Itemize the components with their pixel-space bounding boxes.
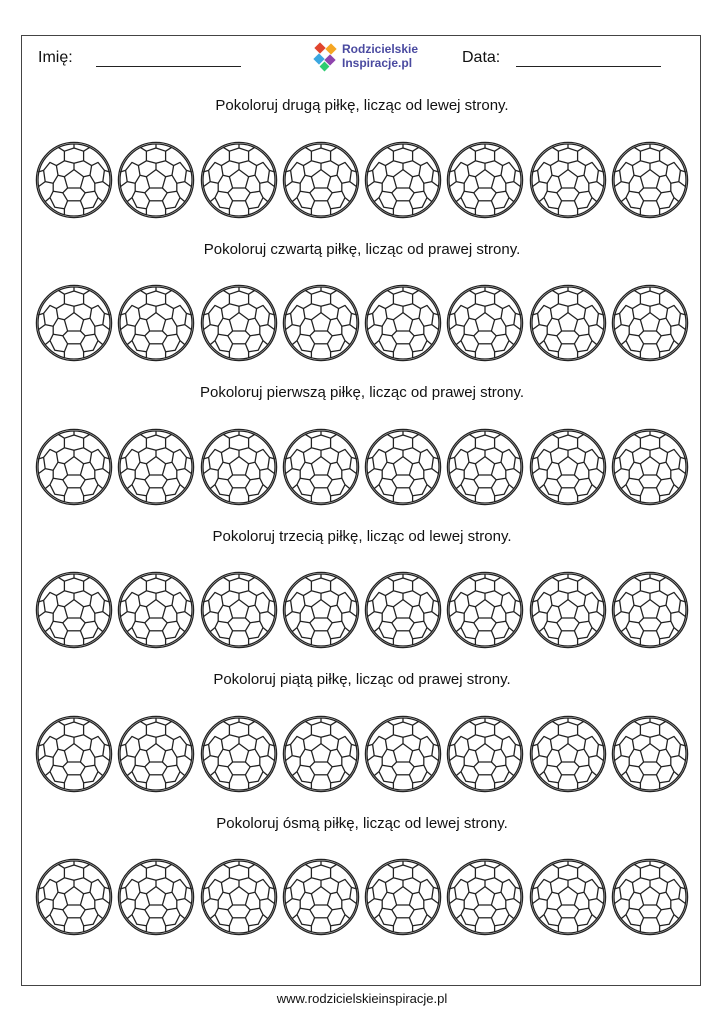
soccer-ball-icon[interactable] — [363, 140, 443, 220]
soccer-ball-icon[interactable] — [363, 427, 443, 507]
soccer-ball-icon[interactable] — [116, 714, 196, 794]
soccer-ball-icon[interactable] — [281, 714, 361, 794]
soccer-ball-icon[interactable] — [445, 570, 525, 650]
soccer-ball-icon[interactable] — [363, 570, 443, 650]
soccer-ball-icon[interactable] — [363, 857, 443, 937]
instruction-text: Pokoloruj drugą piłkę, licząc od lewej strony. — [215, 97, 509, 114]
logo-text-line2: Inspiracje.pl — [342, 56, 413, 70]
instruction-text: Pokoloruj piątą piłkę, licząc od prawej strony. — [213, 671, 511, 688]
soccer-ball-icon[interactable] — [199, 427, 279, 507]
ball-row — [34, 712, 690, 796]
soccer-ball-icon[interactable] — [281, 570, 361, 650]
date-line — [516, 66, 661, 67]
instruction-text: Pokoloruj trzecią piłkę, licząc od lewej strony. — [212, 528, 512, 545]
logo-text-line1: Rodzicielskie — [342, 42, 419, 56]
soccer-ball-icon[interactable] — [34, 570, 114, 650]
soccer-ball-icon[interactable] — [445, 283, 525, 363]
soccer-ball-icon[interactable] — [281, 283, 361, 363]
soccer-ball-icon[interactable] — [528, 283, 608, 363]
instruction-text: Pokoloruj czwartą piłkę, licząc od prawej strony. — [203, 241, 521, 258]
soccer-ball-icon[interactable] — [610, 857, 690, 937]
soccer-ball-icon[interactable] — [281, 140, 361, 220]
ball-row — [34, 568, 690, 652]
soccer-ball-icon[interactable] — [610, 427, 690, 507]
logo — [312, 40, 422, 74]
soccer-ball-icon[interactable] — [199, 283, 279, 363]
soccer-ball-icon[interactable] — [528, 570, 608, 650]
soccer-ball-icon[interactable] — [610, 714, 690, 794]
soccer-ball-icon[interactable] — [528, 714, 608, 794]
soccer-ball-icon[interactable] — [34, 857, 114, 937]
soccer-ball-icon[interactable] — [34, 714, 114, 794]
soccer-ball-icon[interactable] — [610, 283, 690, 363]
soccer-ball-icon[interactable] — [281, 427, 361, 507]
instruction-text: Pokoloruj pierwszą piłkę, licząc od prawej strony. — [199, 384, 525, 401]
soccer-ball-icon[interactable] — [610, 140, 690, 220]
soccer-ball-icon[interactable] — [363, 283, 443, 363]
soccer-ball-icon[interactable] — [34, 427, 114, 507]
ball-row — [34, 855, 690, 939]
soccer-ball-icon[interactable] — [281, 857, 361, 937]
soccer-ball-icon[interactable] — [199, 570, 279, 650]
instruction-text: Pokoloruj ósmą piłkę, licząc od lewej strony. — [216, 815, 508, 832]
soccer-ball-icon[interactable] — [445, 427, 525, 507]
soccer-ball-icon[interactable] — [445, 140, 525, 220]
soccer-ball-icon[interactable] — [528, 427, 608, 507]
ball-row — [34, 138, 690, 222]
soccer-ball-icon[interactable] — [116, 857, 196, 937]
soccer-ball-icon[interactable] — [445, 857, 525, 937]
soccer-ball-icon[interactable] — [528, 140, 608, 220]
footer-url: www.rodzicielskieinspiracje.pl — [276, 991, 448, 1006]
soccer-ball-icon[interactable] — [116, 283, 196, 363]
ball-row — [34, 281, 690, 365]
name-line — [96, 66, 241, 67]
soccer-ball-icon[interactable] — [116, 570, 196, 650]
soccer-ball-icon[interactable] — [116, 140, 196, 220]
soccer-ball-icon[interactable] — [34, 283, 114, 363]
date-label: Data: — [462, 49, 501, 66]
soccer-ball-icon[interactable] — [528, 857, 608, 937]
soccer-ball-icon[interactable] — [610, 570, 690, 650]
soccer-ball-icon[interactable] — [116, 427, 196, 507]
soccer-ball-icon[interactable] — [445, 714, 525, 794]
soccer-ball-icon[interactable] — [199, 140, 279, 220]
logo-icon — [312, 42, 340, 72]
soccer-ball-icon[interactable] — [34, 140, 114, 220]
soccer-ball-icon[interactable] — [199, 857, 279, 937]
name-label: Imię: — [38, 49, 73, 66]
ball-row — [34, 425, 690, 509]
soccer-ball-icon[interactable] — [363, 714, 443, 794]
soccer-ball-icon[interactable] — [199, 714, 279, 794]
